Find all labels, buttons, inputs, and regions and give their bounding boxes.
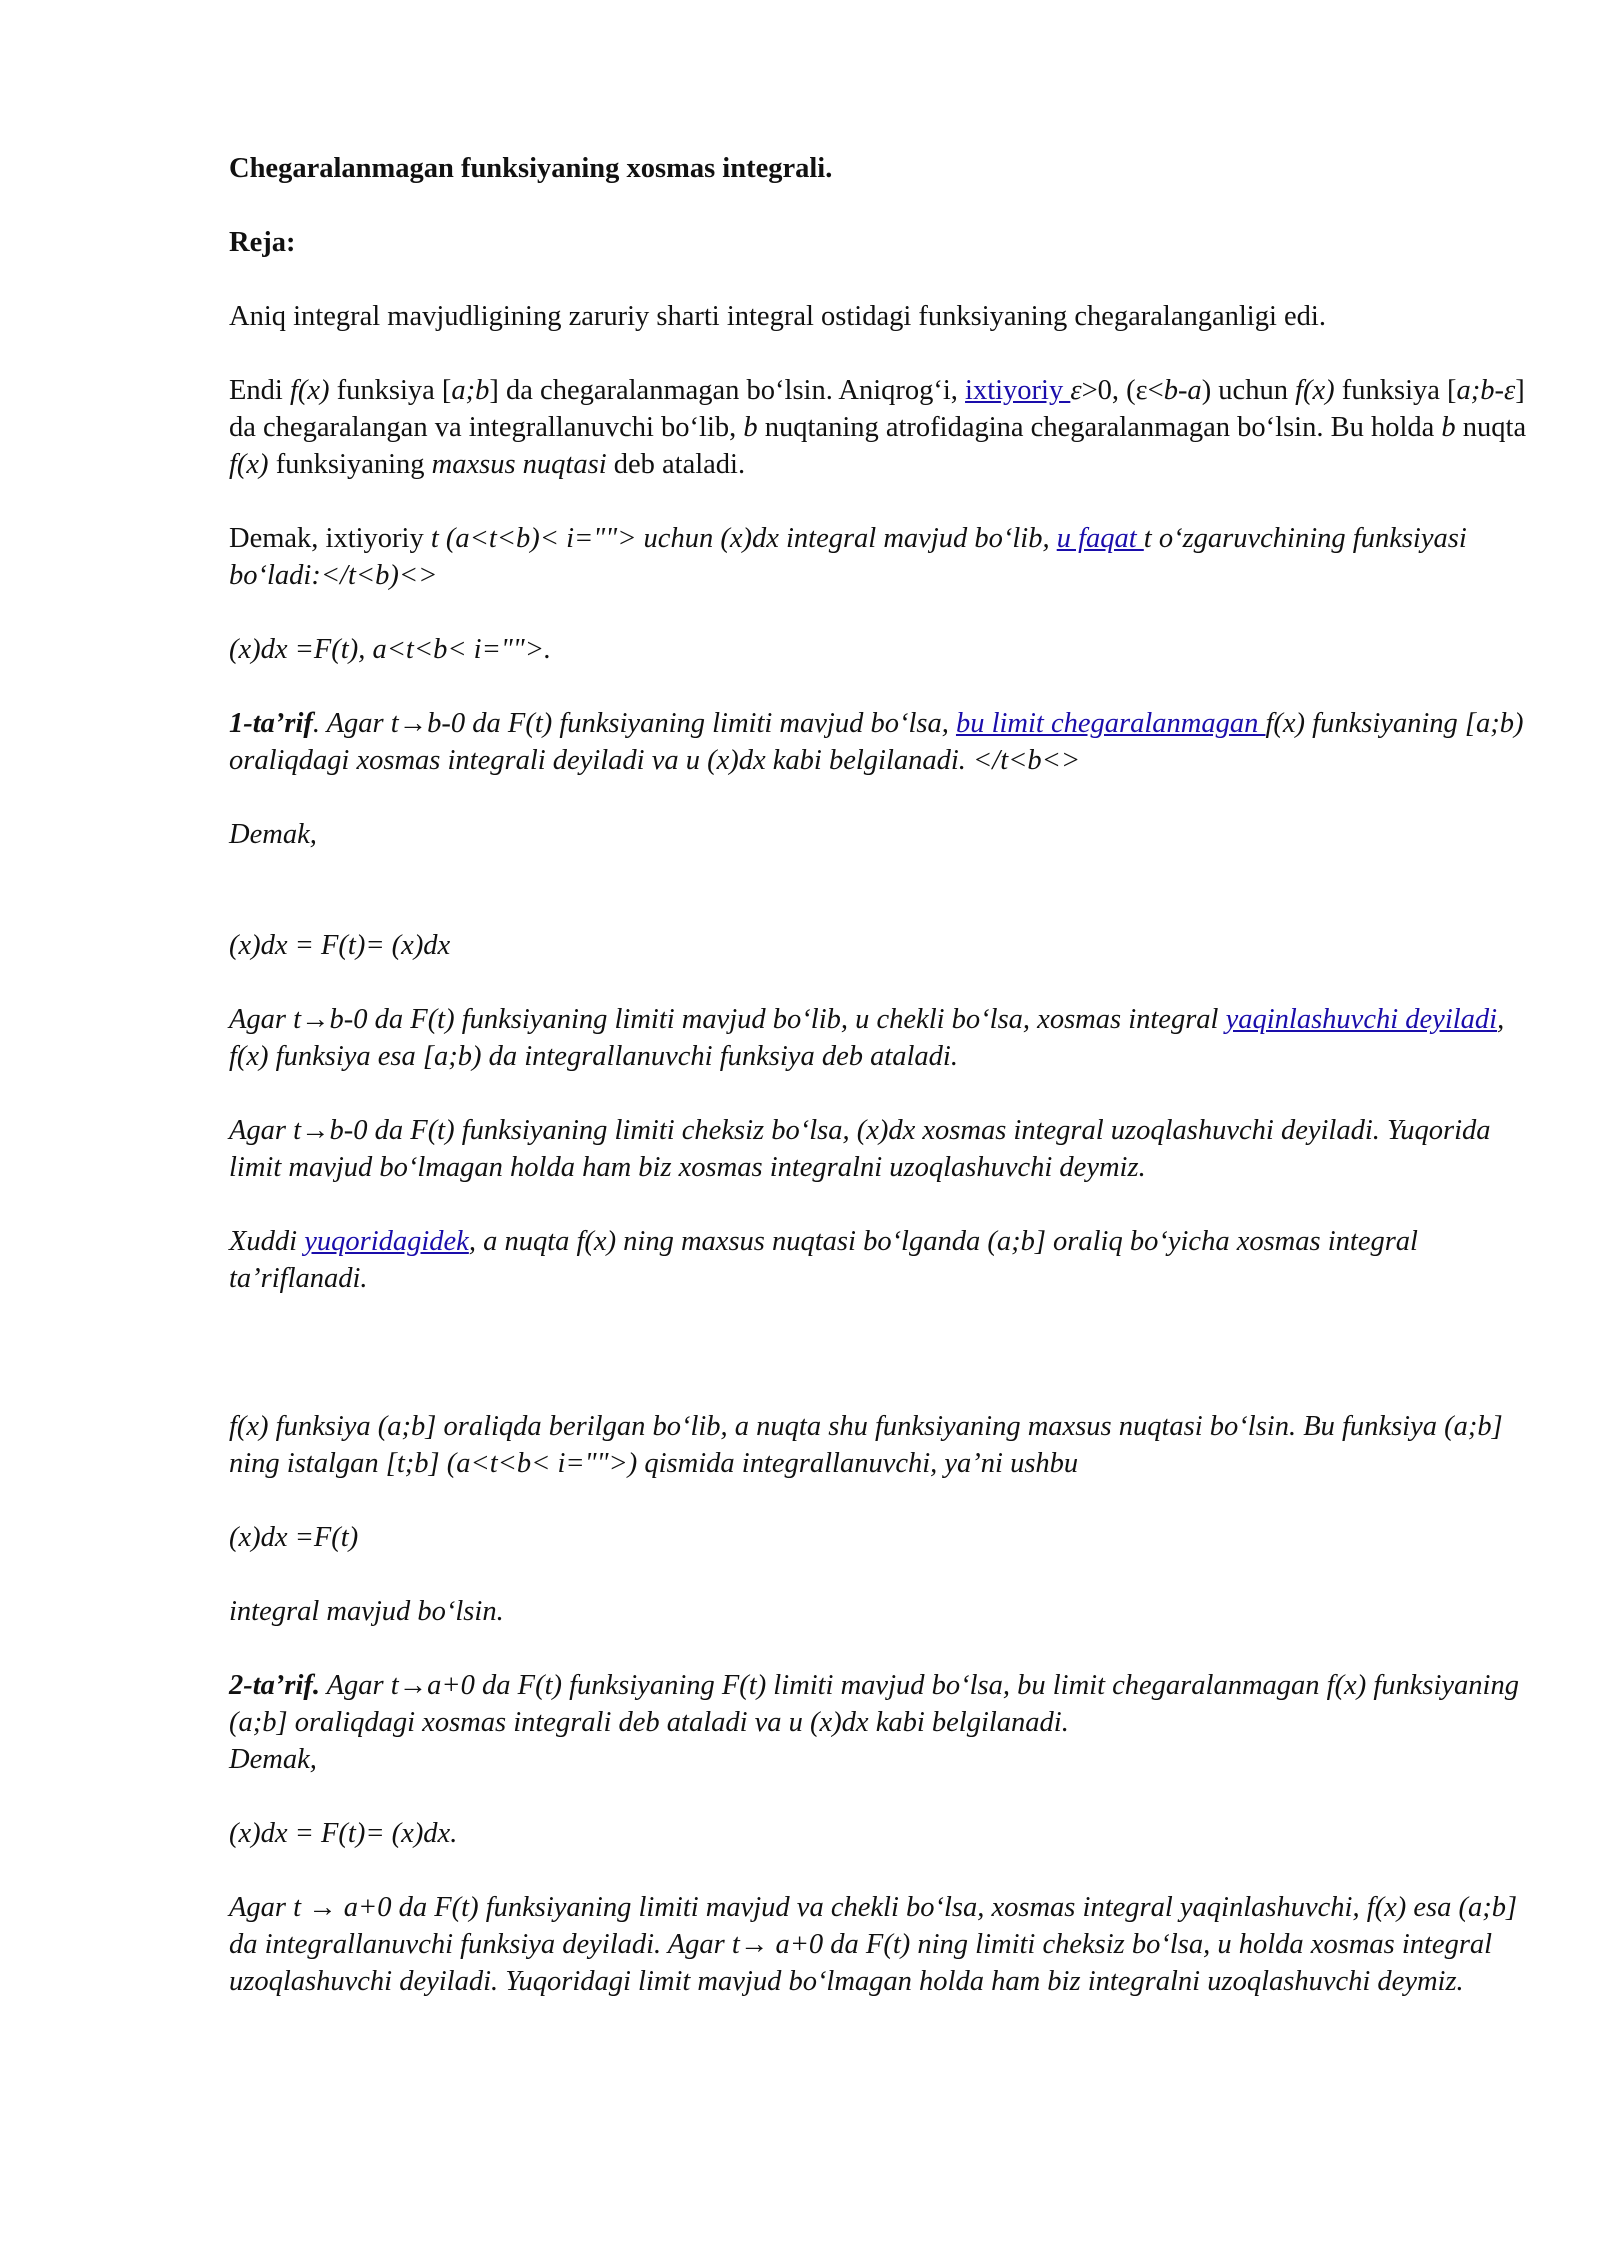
formula-limit-ft: (x)dx = F(t)= (x)dx [229,930,451,961]
paragraph-demak: Demak, [229,819,317,850]
paragraph-singular-point-a: f(x) funksiya (a;b] oraliqda berilgan bo‘lib, a nuqta shu funksiyaning maxsus nuqtasi bo‘lsin. Bu funksiya (a;b] ning istalgan [t;b] (a<t<b< i="">) qismida integrallanuvchi, ya’ni ushbu [229,1411,1503,1479]
paragraph-final: Agar t → a+0 da F(t) funksiyaning limiti mavjud va chekli bo‘lsa, xosmas integral yaqinlashuvchi, f(x) esa (a;b] da integrallanuvchi funksiya deyiladi. Agar t→ a+0 da F(t) ning limiti cheksiz bo‘lsa, u holda xosmas integral uzoqlashuvchi deyiladi. Yuqoridagi limit mavjud bo‘lmagan holda ham biz integralni uzoqlashuvchi deymiz. [229,1892,1518,1997]
paragraph-intro: Aniq integral mavjudligining zaruriy sharti integral ostidagi funksiyaning chegaralanganligi edi. [229,301,1326,332]
formula-limit-ft-2: (x)dx = F(t)= (x)dx. [229,1818,458,1849]
paragraph-convergent: Agar t→b-0 da F(t) funksiyaning limiti mavjud bo‘lib, u chekli bo‘lsa, xosmas integral yaqinlashuvchi deyiladi, f(x) funksiya esa [a;b) da integrallanuvchi funksiya deb ataladi. [229,1004,1505,1072]
paragraph-divergent: Agar t→b-0 da F(t) funksiyaning limiti cheksiz bo‘lsa, (x)dx xosmas integral uzoqlashuvchi deyiladi. Yuqorida limit mavjud bo‘lmagan holda ham biz xosmas integralni uzoqlashuvchi deymiz. [229,1115,1491,1183]
paragraph-integral-exists: integral mavjud bo‘lsin. [229,1596,504,1627]
definition-1-label: 1-ta’rif [229,708,313,739]
link-bu-limit-chegaralanmagan[interactable]: bu limit chegaralanmagan [955,708,1266,739]
paragraph-unbounded-function: Endi f(x) funksiya [a;b] da chegaralanmagan bo‘lsin. Aniqrog‘i, ixtiyoriy ε>0, (ε<b-a) uchun f(x) funksiya [a;b-ε] da chegaralangan va integrallanuvchi bo‘lib, b nuqtaning atrofidagina chegaralanmagan bo‘lsin. Bu holda b nuqta f(x) funksiyaning maxsus nuqtasi deb ataladi. [229,375,1527,480]
formula-integral-ft-2: (x)dx =F(t) [229,1522,359,1553]
link-yuqoridagidek[interactable]: yuqoridagidek [304,1226,469,1257]
definition-2: 2-ta’rif. Agar t→a+0 da F(t) funksiyaning F(t) limiti mavjud bo‘lsa, bu limit chegaralanmagan f(x) funksiyaning (a;b] oraliqdagi xosmas integrali deb ataladi va u (x)dx kabi belgilanadi. Demak, [229,1667,1529,1778]
definition-2-demak: Demak, [229,1744,317,1775]
link-ixtiyoriy[interactable]: ixtiyoriy [965,375,1071,406]
definition-2-label: 2-ta’rif. [229,1670,321,1701]
link-yaqinlashuvchi-deyiladi[interactable]: yaqinlashuvchi deyiladi [1225,1004,1498,1035]
document-title: Chegaralanmagan funksiyaning xosmas integrali. [229,153,833,184]
document-body [229,150,1529,2037]
plan-heading: Reja: [229,227,296,258]
paragraph-arbitrary-t: Demak, ixtiyoriy t (a<t<b)< i=""> uchun (x)dx integral mavjud bo‘lib, u faqat t o‘zgaruvchining funksiyasi bo‘ladi:</t<b)<> [229,523,1467,591]
definition-1: 1-ta’rif. Agar t→b-0 da F(t) funksiyaning limiti mavjud bo‘lsa, bu limit chegaralanmagan f(x) funksiyaning [a;b) oraliqdagi xosmas integrali deyiladi va u (x)dx kabi belgilanadi. </t<b<> [229,708,1524,776]
paragraph-similarly: Xuddi yuqoridagidek, a nuqta f(x) ning maxsus nuqtasi bo‘lganda (a;b] oraliq bo‘yicha xosmas integral ta’riflanadi. [229,1226,1418,1294]
formula-integral-ft: (x)dx =F(t), a<t<b< i="">. [229,634,552,665]
link-u-faqat[interactable]: u faqat [1056,523,1144,554]
